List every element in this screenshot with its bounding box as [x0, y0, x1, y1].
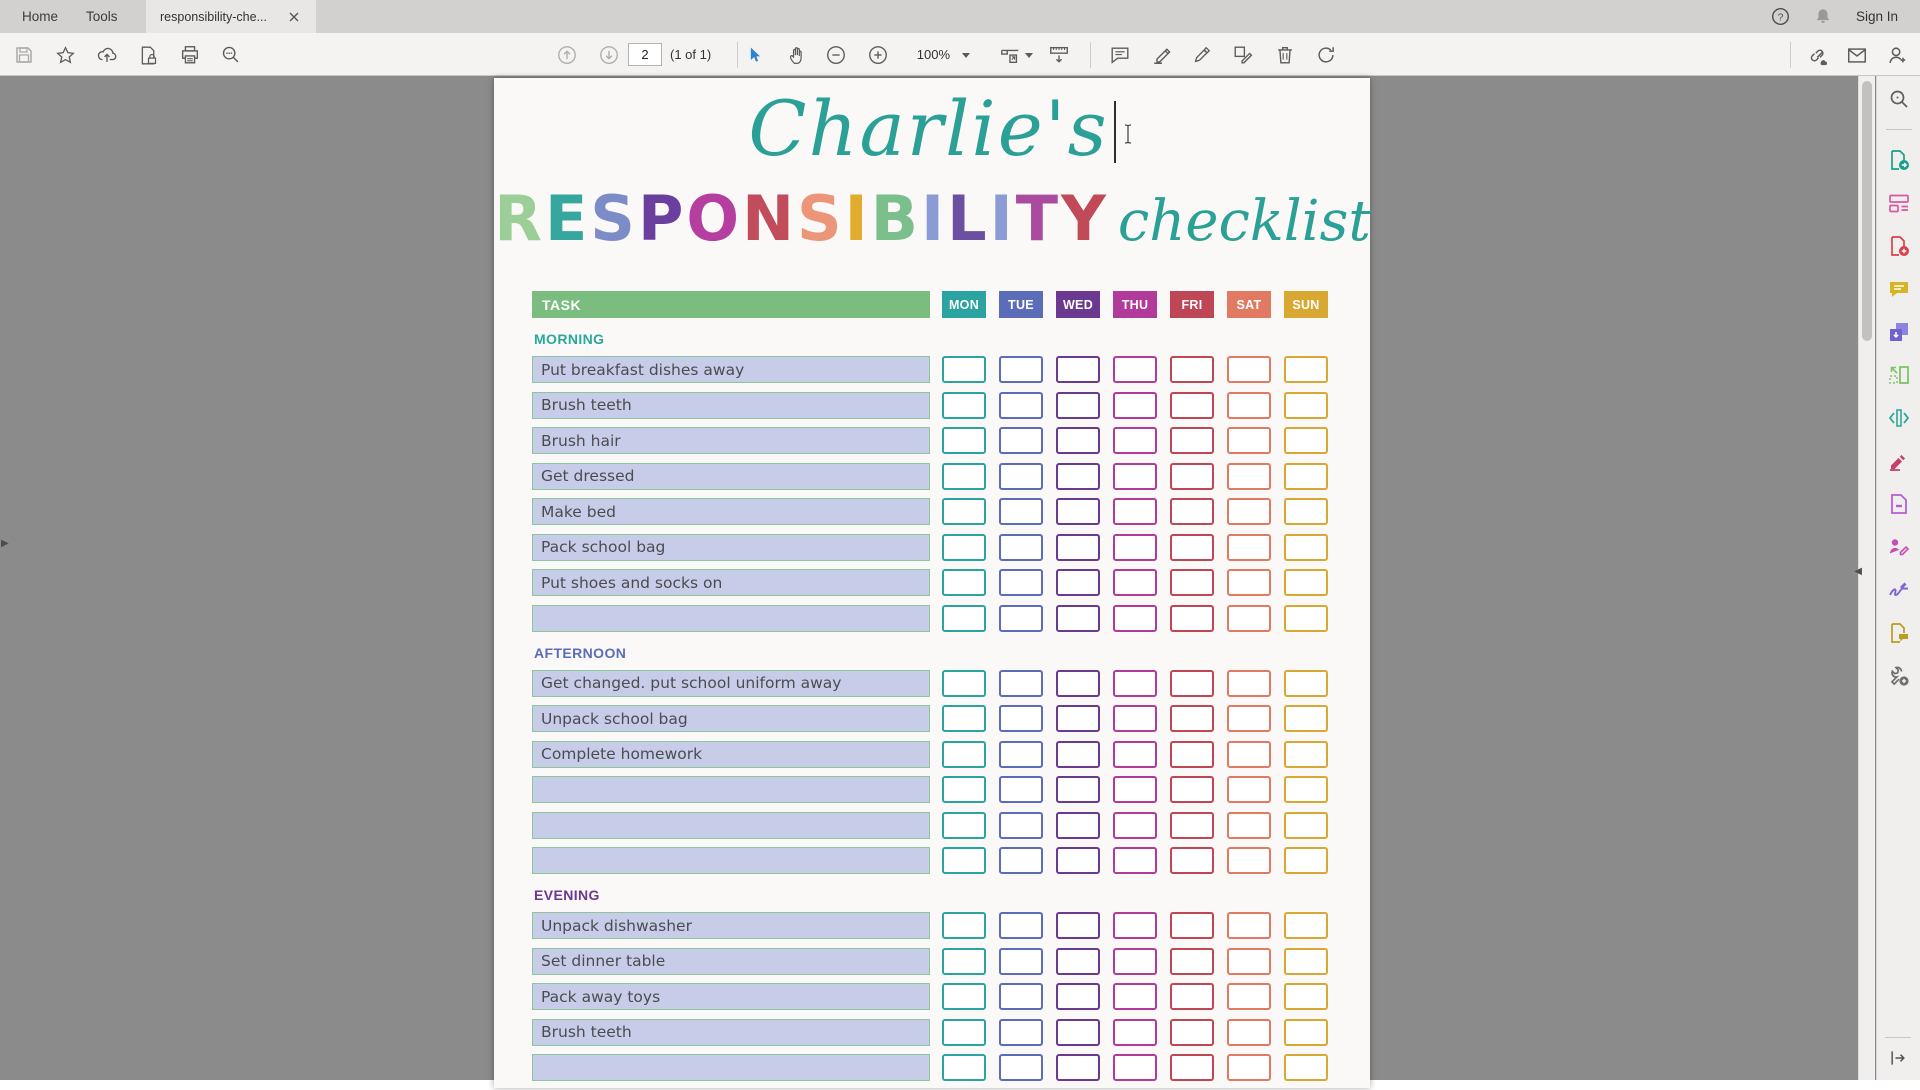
main-toolbar	[0, 33, 1920, 76]
title-letter: N	[742, 182, 795, 255]
checkbox-sat[interactable]	[1227, 356, 1271, 383]
table-body	[532, 331, 1332, 1081]
checkbox-fri[interactable]	[1170, 983, 1214, 1010]
task-row	[532, 427, 1332, 454]
task-row	[532, 392, 1332, 419]
task-row	[532, 948, 1332, 975]
sign-certificates-icon[interactable]	[1886, 577, 1912, 603]
task-row	[532, 741, 1332, 768]
page-fit-chevron-down-icon[interactable]	[1025, 53, 1033, 58]
checkbox-thu[interactable]	[1113, 534, 1157, 561]
checkbox-mon[interactable]	[942, 741, 986, 768]
select-cursor-icon[interactable]	[744, 44, 766, 66]
checkbox-wed[interactable]	[1056, 427, 1100, 454]
checkbox-mon[interactable]	[942, 392, 986, 419]
ruler-icon[interactable]	[1048, 44, 1070, 66]
checkbox-wed[interactable]	[1056, 948, 1100, 975]
checkbox-wed[interactable]	[1056, 912, 1100, 939]
email-icon[interactable]	[1846, 44, 1868, 66]
checkbox-sat[interactable]	[1227, 1019, 1271, 1046]
checkbox-group	[942, 463, 1328, 490]
checkbox-sun[interactable]	[1284, 812, 1328, 839]
checkbox-mon[interactable]	[942, 983, 986, 1010]
section-label-afternoon: AFTERNOON	[534, 645, 1332, 661]
checkbox-mon[interactable]	[942, 670, 986, 697]
checkbox-mon[interactable]	[942, 605, 986, 632]
checkbox-wed[interactable]	[1056, 392, 1100, 419]
checkbox-thu[interactable]	[1113, 983, 1157, 1010]
checkbox-wed[interactable]	[1056, 983, 1100, 1010]
export-pdf-icon[interactable]	[1886, 147, 1912, 173]
checkbox-group	[942, 605, 1328, 632]
ibeam-cursor-icon	[1122, 122, 1134, 146]
checkbox-tue[interactable]	[999, 1054, 1043, 1081]
day-header-sun: SUN	[1284, 291, 1328, 318]
checkbox-sat[interactable]	[1227, 1054, 1271, 1081]
checkbox-tue[interactable]	[999, 983, 1043, 1010]
checkbox-tue[interactable]	[999, 670, 1043, 697]
toolbar-separator	[1790, 42, 1791, 68]
title-letter: L	[947, 182, 988, 255]
protect-pdf-icon[interactable]	[1886, 491, 1912, 517]
checkbox-tue[interactable]	[999, 847, 1043, 874]
right-panel-toggle-icon[interactable]: ◀	[1854, 566, 1862, 577]
rail-divider	[1885, 1037, 1911, 1038]
checkbox-wed[interactable]	[1056, 1019, 1100, 1046]
checkbox-sat[interactable]	[1227, 463, 1271, 490]
checkbox-thu[interactable]	[1113, 427, 1157, 454]
checkbox-thu[interactable]	[1113, 498, 1157, 525]
checkbox-sun[interactable]	[1284, 912, 1328, 939]
trash-icon[interactable]	[1274, 44, 1296, 66]
title-line2	[494, 182, 1370, 255]
checkbox-wed[interactable]	[1056, 534, 1100, 561]
checkbox-wed[interactable]	[1056, 705, 1100, 732]
checkbox-mon[interactable]	[942, 498, 986, 525]
checkbox-group	[942, 1054, 1328, 1081]
checkbox-tue[interactable]	[999, 741, 1043, 768]
title-script-text: checklist	[1118, 189, 1371, 254]
checkbox-fri[interactable]	[1170, 812, 1214, 839]
checkbox-thu[interactable]	[1113, 392, 1157, 419]
day-header-thu: THU	[1113, 291, 1157, 318]
checkbox-group	[942, 776, 1328, 803]
checkbox-fri[interactable]	[1170, 948, 1214, 975]
send-for-comments-icon[interactable]	[1886, 620, 1912, 646]
svg-text:?: ?	[1778, 12, 1784, 23]
checkbox-group	[942, 498, 1328, 525]
checkbox-fri[interactable]	[1170, 534, 1214, 561]
checkbox-mon[interactable]	[942, 847, 986, 874]
task-text-field[interactable]: Brush teeth	[532, 392, 930, 419]
checkbox-fri[interactable]	[1170, 776, 1214, 803]
title-letter: I	[990, 182, 1014, 255]
checkbox-group	[942, 705, 1328, 732]
checkbox-fri[interactable]	[1170, 1019, 1214, 1046]
checkbox-mon[interactable]	[942, 569, 986, 596]
checkbox-tue[interactable]	[999, 392, 1043, 419]
fill-and-sign-icon[interactable]	[1886, 534, 1912, 560]
task-row	[532, 1019, 1332, 1046]
edit-object-icon[interactable]	[1232, 44, 1254, 66]
checkbox-sat[interactable]	[1227, 741, 1271, 768]
checkbox-fri[interactable]	[1170, 741, 1214, 768]
checkbox-thu[interactable]	[1113, 463, 1157, 490]
task-text-field[interactable]: Get dressed	[532, 463, 930, 490]
checkbox-tue[interactable]	[999, 569, 1043, 596]
checkbox-group	[942, 847, 1328, 874]
print-icon[interactable]	[179, 44, 201, 66]
checkbox-wed[interactable]	[1056, 1054, 1100, 1081]
zoom-out-icon[interactable]	[825, 44, 847, 66]
checkbox-mon[interactable]	[942, 948, 986, 975]
checkbox-group	[942, 569, 1328, 596]
toolbar-separator	[737, 42, 738, 68]
checkbox-sat[interactable]	[1227, 392, 1271, 419]
checkbox-sat[interactable]	[1227, 705, 1271, 732]
pen-icon[interactable]	[1191, 44, 1213, 66]
checkbox-tue[interactable]	[999, 812, 1043, 839]
checkbox-sun[interactable]	[1284, 427, 1328, 454]
close-icon[interactable]	[286, 9, 302, 25]
title-letter: P	[638, 182, 684, 255]
title-letter: T	[1016, 182, 1059, 255]
checkbox-tue[interactable]	[999, 356, 1043, 383]
checkbox-thu[interactable]	[1113, 741, 1157, 768]
create-pdf-icon[interactable]	[1886, 233, 1912, 259]
page-number-input[interactable]	[628, 43, 662, 66]
checkbox-sun[interactable]	[1284, 392, 1328, 419]
task-text-field[interactable]	[532, 776, 930, 803]
toolbar-separator	[1090, 42, 1091, 68]
task-row	[532, 983, 1332, 1010]
combine-files-icon[interactable]	[1886, 319, 1912, 345]
title-letter: I	[845, 182, 869, 255]
checkbox-mon[interactable]	[942, 356, 986, 383]
zoom-in-icon[interactable]	[867, 44, 889, 66]
checkbox-mon[interactable]	[942, 427, 986, 454]
checkbox-group	[942, 812, 1328, 839]
checkbox-sun[interactable]	[1284, 983, 1328, 1010]
checkbox-group	[942, 670, 1328, 697]
title-letter: I	[921, 182, 945, 255]
checkbox-mon[interactable]	[942, 463, 986, 490]
rail-bottom	[1882, 1037, 1914, 1068]
checkbox-thu[interactable]	[1113, 1054, 1157, 1081]
day-header-fri: FRI	[1170, 291, 1214, 318]
title-letter: R	[494, 182, 543, 255]
highlighter-icon[interactable]	[1151, 44, 1173, 66]
save-icon[interactable]	[13, 44, 35, 66]
checkbox-sat[interactable]	[1227, 776, 1271, 803]
task-row	[532, 356, 1332, 383]
checkbox-sun[interactable]	[1284, 1054, 1328, 1081]
checkbox-thu[interactable]	[1113, 812, 1157, 839]
checkbox-thu[interactable]	[1113, 847, 1157, 874]
title-field[interactable]	[494, 84, 1370, 173]
checkbox-fri[interactable]	[1170, 912, 1214, 939]
task-text-field[interactable]: Put shoes and socks on	[532, 569, 930, 596]
task-row	[532, 776, 1332, 803]
checkbox-wed[interactable]	[1056, 463, 1100, 490]
task-row	[532, 912, 1332, 939]
checkbox-wed[interactable]	[1056, 776, 1100, 803]
title-letter: S	[590, 182, 636, 255]
tab-document[interactable]	[146, 0, 316, 33]
page-count-label: (1 of 1)	[670, 47, 711, 62]
pdf-page	[494, 78, 1370, 1088]
title-name-text: Charlie's	[748, 84, 1108, 173]
task-text-field[interactable]: Get changed. put school uniform away	[532, 670, 930, 697]
checkbox-tue[interactable]	[999, 912, 1043, 939]
checkbox-fri[interactable]	[1170, 670, 1214, 697]
checkbox-sun[interactable]	[1284, 463, 1328, 490]
task-row	[532, 534, 1332, 561]
tab-home-label: Home	[22, 9, 58, 24]
checkbox-fri[interactable]	[1170, 356, 1214, 383]
organize-pages-icon[interactable]	[1886, 362, 1912, 388]
rail-divider	[1886, 129, 1912, 130]
checkbox-sun[interactable]	[1284, 569, 1328, 596]
checkbox-sat[interactable]	[1227, 670, 1271, 697]
title-letter: O	[686, 182, 740, 255]
checkbox-group	[942, 983, 1328, 1010]
page-up-icon[interactable]	[556, 44, 578, 66]
titlebar-right	[1771, 0, 1920, 33]
star-icon[interactable]	[54, 44, 76, 66]
day-header-sat: SAT	[1227, 291, 1271, 318]
checkbox-tue[interactable]	[999, 948, 1043, 975]
checkbox-mon[interactable]	[942, 812, 986, 839]
checkbox-fri[interactable]	[1170, 569, 1214, 596]
checkbox-fri[interactable]	[1170, 427, 1214, 454]
task-text-field[interactable]: Make bed	[532, 498, 930, 525]
checkbox-sun[interactable]	[1284, 1019, 1328, 1046]
checkbox-fri[interactable]	[1170, 392, 1214, 419]
checkbox-group	[942, 392, 1328, 419]
title-letter: S	[797, 182, 843, 255]
checkbox-group	[942, 1019, 1328, 1046]
hand-tool-icon[interactable]	[786, 44, 808, 66]
tab-bar	[0, 0, 1920, 33]
checkbox-wed[interactable]	[1056, 569, 1100, 596]
checkbox-group	[942, 948, 1328, 975]
task-row	[532, 670, 1332, 697]
checkbox-tue[interactable]	[999, 605, 1043, 632]
checkbox-group	[942, 427, 1328, 454]
day-header-wed: WED	[1056, 291, 1100, 318]
task-row	[532, 498, 1332, 525]
task-text-field[interactable]: Brush hair	[532, 427, 930, 454]
task-row	[532, 847, 1332, 874]
checkbox-sun[interactable]	[1284, 605, 1328, 632]
checkbox-mon[interactable]	[942, 912, 986, 939]
expand-pane-icon[interactable]	[1888, 1048, 1908, 1068]
checkbox-tue[interactable]	[999, 705, 1043, 732]
section-label-morning: MORNING	[534, 331, 1332, 347]
checkbox-sat[interactable]	[1227, 534, 1271, 561]
notifications-bell-icon[interactable]	[1814, 7, 1832, 26]
share-link-icon[interactable]	[1808, 44, 1830, 66]
task-text-field[interactable]	[532, 812, 930, 839]
checkbox-sun[interactable]	[1284, 670, 1328, 697]
checkbox-tue[interactable]	[999, 534, 1043, 561]
checkbox-group	[942, 356, 1328, 383]
refresh-icon[interactable]	[1315, 44, 1337, 66]
checkbox-sat[interactable]	[1227, 948, 1271, 975]
page-fit-icon[interactable]	[999, 44, 1021, 66]
text-caret	[1114, 101, 1116, 163]
checkbox-thu[interactable]	[1113, 776, 1157, 803]
title-letter: Y	[1061, 182, 1107, 255]
day-header-mon: MON	[942, 291, 986, 318]
task-text-field[interactable]: Unpack dishwasher	[532, 912, 930, 939]
task-row	[532, 1054, 1332, 1081]
edit-pdf-icon[interactable]	[1886, 190, 1912, 216]
checkbox-sat[interactable]	[1227, 847, 1271, 874]
checkbox-tue[interactable]	[999, 463, 1043, 490]
task-text-field[interactable]	[532, 847, 930, 874]
checkbox-sun[interactable]	[1284, 776, 1328, 803]
task-text-field[interactable]: Complete homework	[532, 741, 930, 768]
checkbox-wed[interactable]	[1056, 812, 1100, 839]
checkbox-thu[interactable]	[1113, 1019, 1157, 1046]
task-text-field[interactable]	[532, 605, 930, 632]
find-icon[interactable]	[220, 44, 242, 66]
checkbox-group	[942, 912, 1328, 939]
checkbox-sat[interactable]	[1227, 912, 1271, 939]
checkbox-thu[interactable]	[1113, 705, 1157, 732]
zoom-chevron-down-icon[interactable]	[962, 53, 970, 58]
checkbox-fri[interactable]	[1170, 463, 1214, 490]
checkbox-group	[942, 741, 1328, 768]
page-down-icon[interactable]	[598, 44, 620, 66]
checkbox-sat[interactable]	[1227, 605, 1271, 632]
title-word	[493, 182, 1108, 255]
day-header-row	[942, 291, 1328, 318]
checkbox-tue[interactable]	[999, 498, 1043, 525]
checkbox-thu[interactable]	[1113, 569, 1157, 596]
title-letter: E	[545, 182, 588, 255]
checkbox-wed[interactable]	[1056, 670, 1100, 697]
checkbox-tue[interactable]	[999, 1019, 1043, 1046]
task-text-field[interactable]: Pack away toys	[532, 983, 930, 1010]
task-row	[532, 812, 1332, 839]
checkbox-fri[interactable]	[1170, 847, 1214, 874]
task-text-field[interactable]: Put breakfast dishes away	[532, 356, 930, 383]
checkbox-fri[interactable]	[1170, 498, 1214, 525]
vertical-scrollbar[interactable]	[1858, 76, 1875, 1080]
more-tools-icon[interactable]	[1886, 663, 1912, 689]
checkbox-mon[interactable]	[942, 534, 986, 561]
search-icon[interactable]	[1886, 86, 1912, 112]
tab-document-label: responsibility-che...	[160, 10, 267, 24]
checkbox-wed[interactable]	[1056, 498, 1100, 525]
tab-tools-label: Tools	[86, 9, 118, 24]
checkbox-tue[interactable]	[999, 427, 1043, 454]
task-text-field[interactable]: Set dinner table	[532, 948, 930, 975]
checkbox-wed[interactable]	[1056, 741, 1100, 768]
task-text-field[interactable]: Pack school bag	[532, 534, 930, 561]
task-row	[532, 463, 1332, 490]
checkbox-sun[interactable]	[1284, 534, 1328, 561]
checkbox-sun[interactable]	[1284, 741, 1328, 768]
tab-tools[interactable]	[72, 0, 132, 33]
checkbox-sun[interactable]	[1284, 705, 1328, 732]
checkbox-sat[interactable]	[1227, 427, 1271, 454]
table-header-row	[532, 291, 1332, 318]
checkbox-sun[interactable]	[1284, 356, 1328, 383]
checkbox-wed[interactable]	[1056, 847, 1100, 874]
section-label-evening: EVENING	[534, 887, 1332, 903]
task-text-field[interactable]: Brush teeth	[532, 1019, 930, 1046]
tab-home[interactable]	[8, 0, 72, 33]
scrollbar-thumb[interactable]	[1862, 81, 1872, 341]
checkbox-wed[interactable]	[1056, 356, 1100, 383]
comment-tool-icon[interactable]	[1886, 276, 1912, 302]
title-letter: B	[871, 182, 919, 255]
left-panel-toggle-icon[interactable]: ▶	[1, 538, 9, 549]
checkbox-thu[interactable]	[1113, 356, 1157, 383]
task-text-field[interactable]: Unpack school bag	[532, 705, 930, 732]
task-header-cell: TASK	[532, 291, 930, 318]
cloud-upload-icon[interactable]	[96, 44, 118, 66]
checkbox-fri[interactable]	[1170, 1054, 1214, 1081]
task-row	[532, 605, 1332, 632]
checkbox-fri[interactable]	[1170, 705, 1214, 732]
checkbox-thu[interactable]	[1113, 912, 1157, 939]
checkbox-sat[interactable]	[1227, 983, 1271, 1010]
checkbox-thu[interactable]	[1113, 605, 1157, 632]
task-row	[532, 569, 1332, 596]
checkbox-sat[interactable]	[1227, 812, 1271, 839]
checklist-table	[532, 291, 1332, 1090]
task-text-field[interactable]	[532, 1054, 930, 1081]
checkbox-fri[interactable]	[1170, 605, 1214, 632]
checkbox-sun[interactable]	[1284, 847, 1328, 874]
redact-icon[interactable]	[1886, 448, 1912, 474]
comment-icon[interactable]	[1109, 44, 1131, 66]
zoom-level-value[interactable]: 100%	[898, 47, 950, 62]
request-signature-icon[interactable]	[1886, 44, 1908, 66]
checkbox-mon[interactable]	[942, 776, 986, 803]
checkbox-mon[interactable]	[942, 1054, 986, 1081]
checkbox-sun[interactable]	[1284, 948, 1328, 975]
task-row	[532, 705, 1332, 732]
sign-in-button[interactable]: Sign In	[1856, 9, 1898, 24]
checkbox-mon[interactable]	[942, 1019, 986, 1046]
checkbox-thu[interactable]	[1113, 948, 1157, 975]
checkbox-sat[interactable]	[1227, 569, 1271, 596]
help-icon[interactable]	[1771, 7, 1790, 26]
checkbox-mon[interactable]	[942, 705, 986, 732]
checkbox-thu[interactable]	[1113, 670, 1157, 697]
compress-pdf-icon[interactable]	[1886, 405, 1912, 431]
document-lock-icon[interactable]	[137, 44, 159, 66]
day-header-tue: TUE	[999, 291, 1043, 318]
checkbox-group	[942, 534, 1328, 561]
checkbox-tue[interactable]	[999, 776, 1043, 803]
checkbox-sun[interactable]	[1284, 498, 1328, 525]
checkbox-wed[interactable]	[1056, 605, 1100, 632]
tools-rail	[1876, 76, 1920, 1080]
checkbox-sat[interactable]	[1227, 498, 1271, 525]
